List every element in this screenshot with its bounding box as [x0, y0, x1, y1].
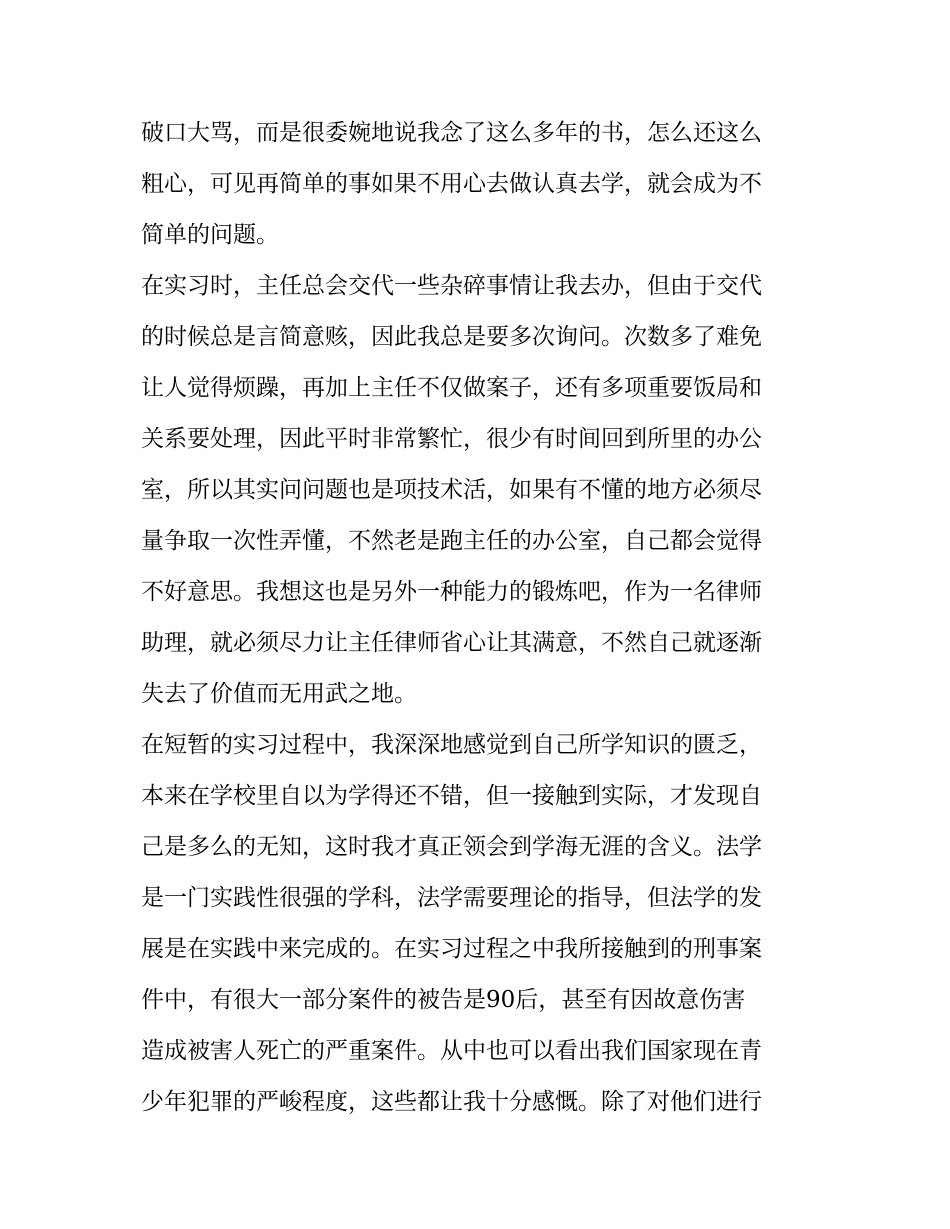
text-line: 粗心，可见再简单的事如果不用心去做认真去学，就会成为不 — [141, 171, 762, 197]
text-line: 简单的问题。 — [141, 222, 279, 248]
text-line: 在实习时，主任总会交代一些杂碎事情让我去办，但由于交代 — [141, 273, 762, 299]
text-line: 是一门实践性很强的学科，法学需要理论的指导，但法学的发 — [141, 885, 762, 911]
body-text — [141, 108, 821, 1128]
text-line: 助理，就必须尽力让主任律师省心让其满意，不然自己就逐渐 — [141, 630, 762, 656]
text-line: 的时候总是言简意赅，因此我总是要多次询问。次数多了难免 — [141, 324, 762, 350]
text-line: 失去了价值而无用武之地。 — [141, 681, 417, 707]
text-line: 展是在实践中来完成的。在实习过程之中我所接触到的刑事案 — [141, 936, 762, 962]
text-line: 让人觉得烦躁，再加上主任不仅做案子，还有多项重要饭局和 — [141, 375, 762, 401]
text-line: 关系要处理，因此平时非常繁忙，很少有时间回到所里的办公 — [141, 426, 762, 452]
text-line: 量争取一次性弄懂，不然老是跑主任的办公室，自己都会觉得 — [141, 528, 762, 554]
text-line: 破口大骂，而是很委婉地说我念了这么多年的书，怎么还这么 — [141, 120, 762, 146]
text-line: 己是多么的无知，这时我才真正领会到学海无涯的含义。法学 — [141, 834, 762, 860]
text-line: 少年犯罪的严峻程度，这些都让我十分感慨。除了对他们进行 — [141, 1089, 762, 1115]
text-line: 件中，有很大一部分案件的被告是90后，甚至有因故意伤害 — [141, 987, 746, 1013]
text-line: 室，所以其实问问题也是项技术活，如果有不懂的地方必须尽 — [141, 477, 762, 503]
text-line: 不好意思。我想这也是另外一种能力的锻炼吧，作为一名律师 — [141, 579, 762, 605]
text-line: 在短暂的实习过程中，我深深地感觉到自己所学知识的匮乏， — [141, 732, 762, 758]
text-line: 本来在学校里自以为学得还不错，但一接触到实际，才发现自 — [141, 783, 762, 809]
text-line: 造成被害人死亡的严重案件。从中也可以看出我们国家现在青 — [141, 1038, 762, 1064]
